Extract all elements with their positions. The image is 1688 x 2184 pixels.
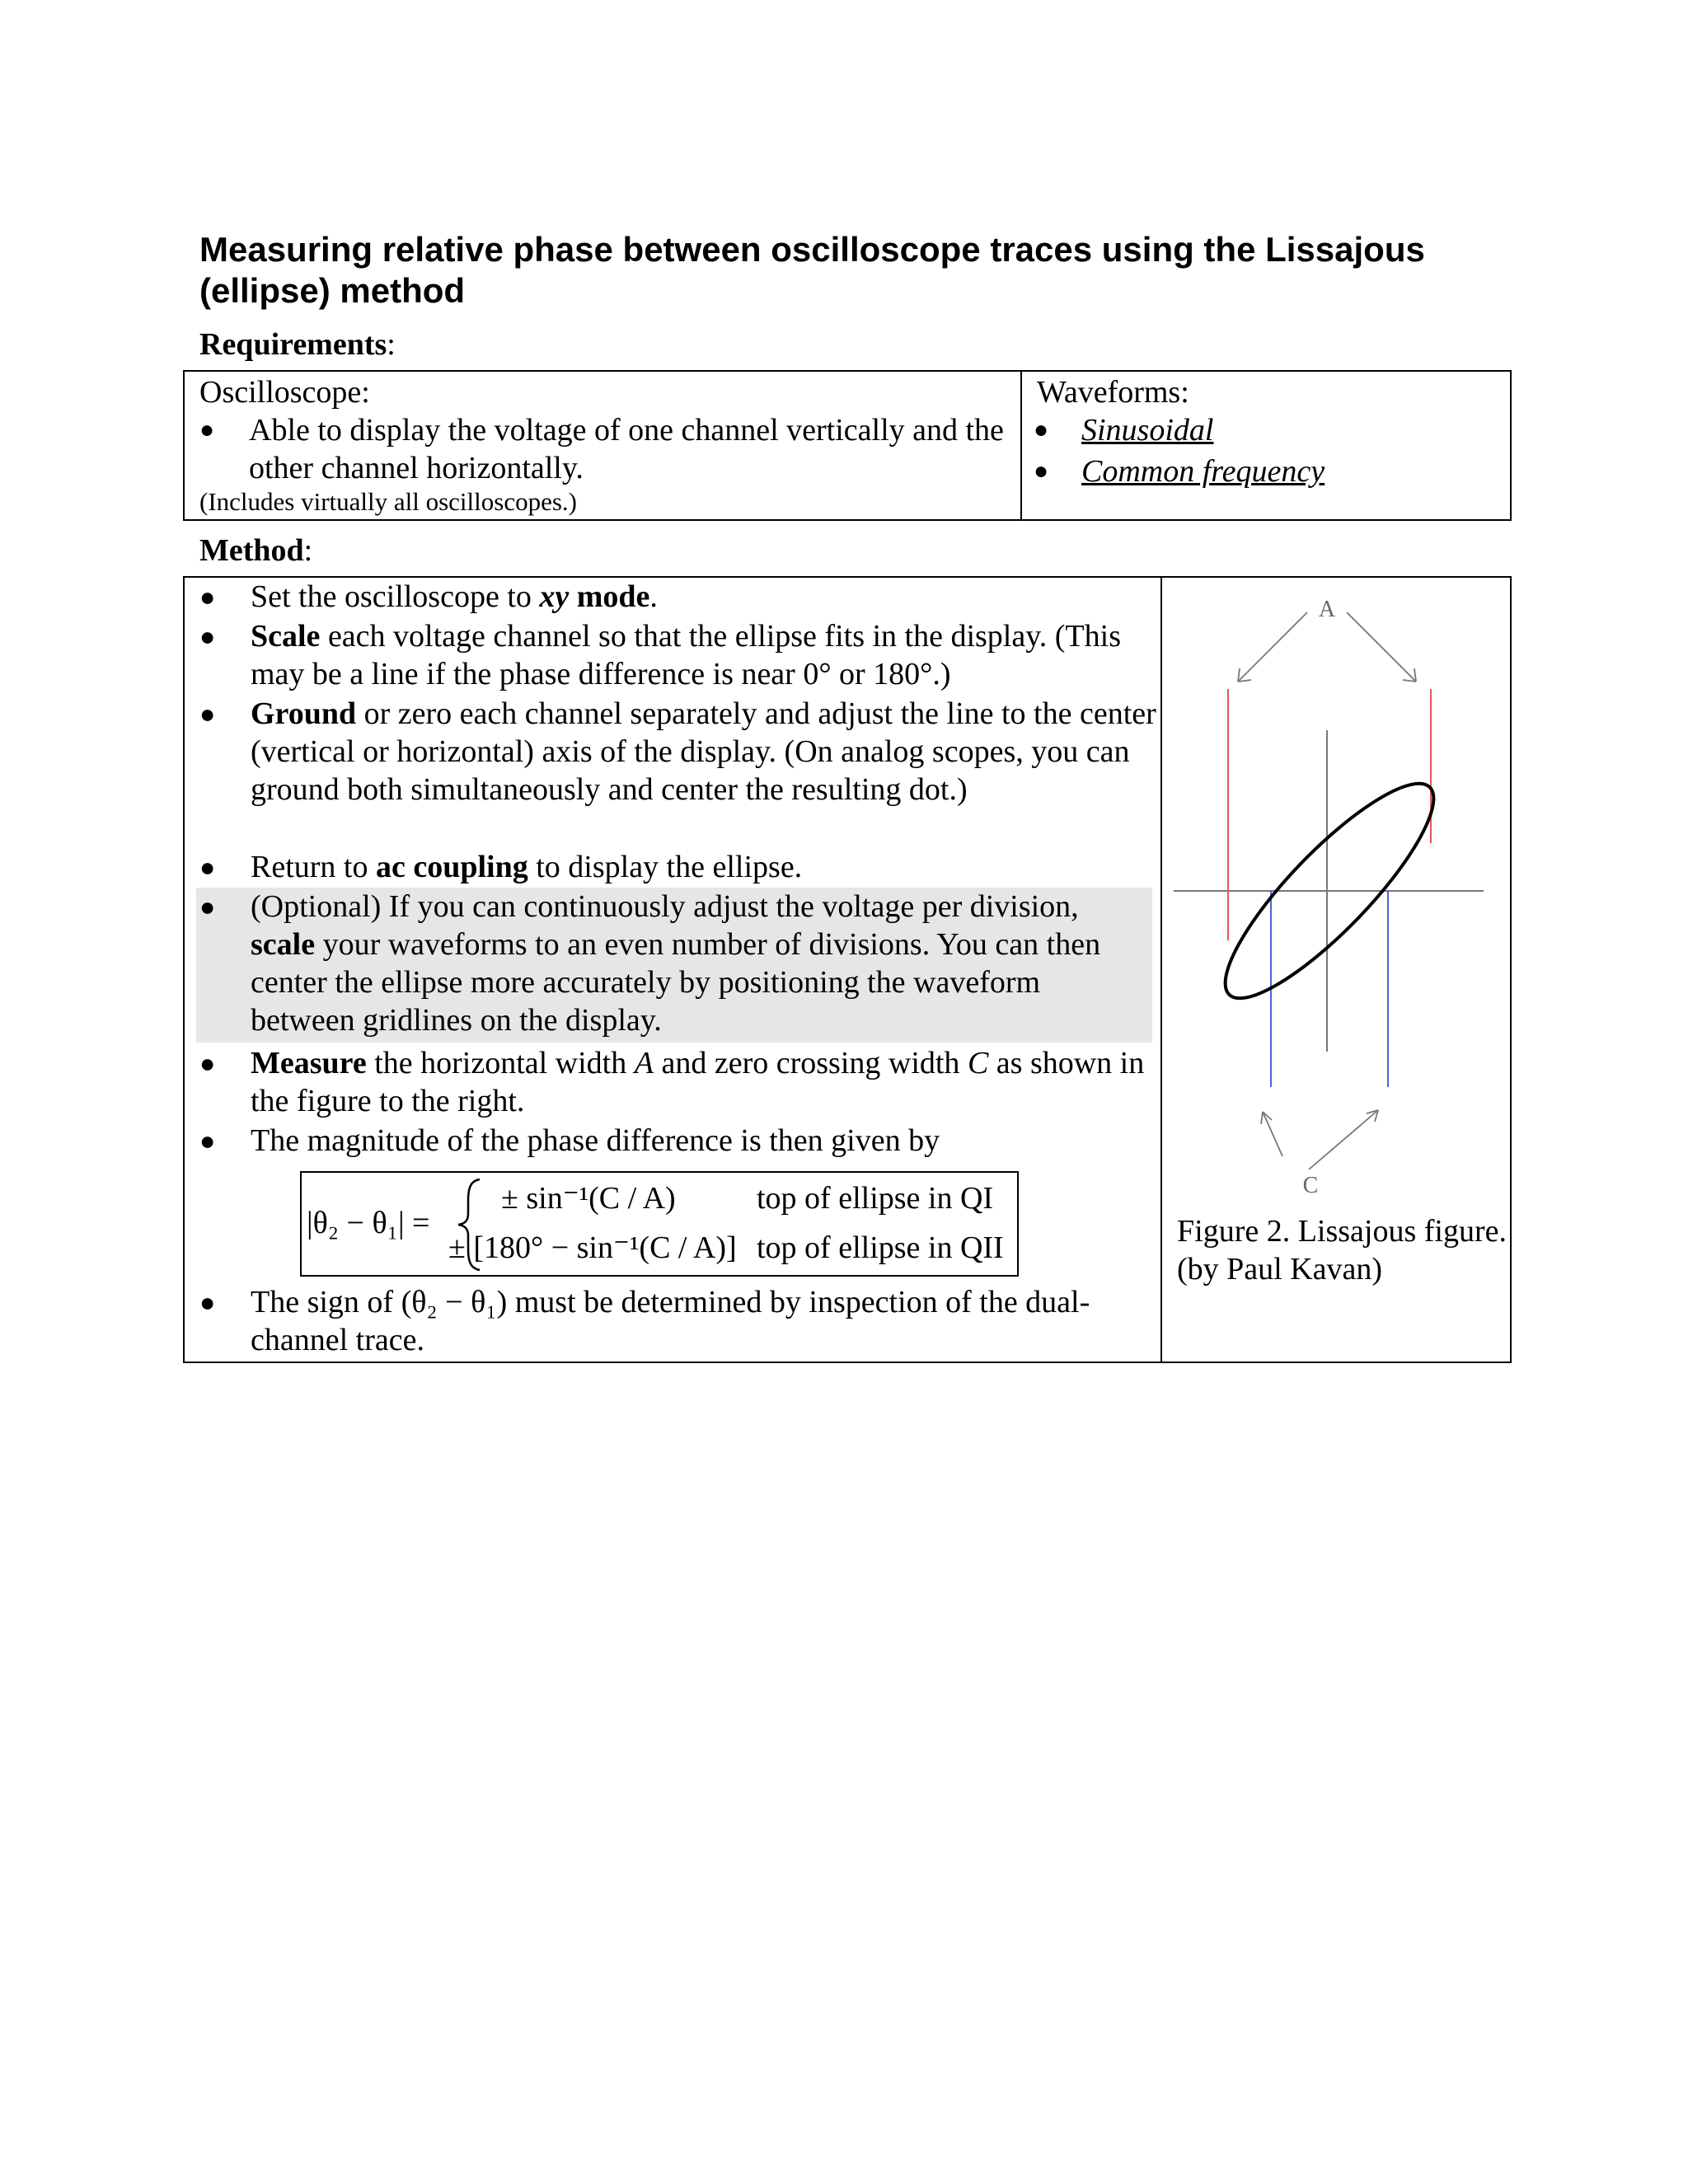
bullet-icon: ● bbox=[199, 1287, 216, 1317]
bullet-icon: ● bbox=[1034, 457, 1049, 485]
step-text-part: Set the oscilloscope to bbox=[251, 579, 540, 614]
arrow-c-left-icon bbox=[1263, 1112, 1282, 1156]
bullet-icon: ● bbox=[199, 1126, 216, 1155]
optional-step bbox=[196, 888, 1152, 1043]
waveforms-cell bbox=[1022, 372, 1510, 519]
label-c: C bbox=[1302, 1173, 1319, 1198]
bullet-icon: ● bbox=[199, 416, 215, 443]
bullet-icon: ● bbox=[199, 699, 216, 729]
method-heading: Method: bbox=[199, 533, 313, 568]
label-a: A bbox=[1318, 597, 1336, 622]
oscilloscope-label: Oscilloscope: bbox=[199, 375, 370, 410]
page-title: Measuring relative phase between oscilloscope traces using the Lissajous (ellipse) method bbox=[199, 230, 1425, 310]
requirements-table bbox=[183, 370, 1512, 521]
step-text-part: each voltage channel so that the ellipse fits in the display. (This may be a line if the phase difference is near 0° or 180°.) bbox=[251, 619, 1121, 691]
figure-caption: Figure 2. Lissajous figure. (by Paul Kavan) bbox=[1177, 1214, 1507, 1286]
step-text bbox=[251, 695, 1157, 808]
width-c-symbol: C bbox=[967, 1046, 989, 1080]
step-text: The magnitude of the phase difference is then given by bbox=[251, 1123, 940, 1158]
step-bold-term: Ground bbox=[251, 696, 357, 731]
width-a-symbol: A bbox=[634, 1046, 654, 1080]
arrow-c-right-icon bbox=[1309, 1110, 1378, 1169]
formula-case2-condition: top of ellipse in QII bbox=[757, 1230, 1004, 1265]
step-text bbox=[251, 578, 1157, 616]
step-text-part: your waveforms to an even number of divisions. You can then center the ellipse more accurately by positioning the waveform between gridlines on the display. bbox=[251, 927, 1101, 1038]
waveform-requirement-frequency: Common frequency bbox=[1081, 454, 1325, 489]
step-text-part: . bbox=[649, 579, 658, 614]
width-c-markers bbox=[1271, 891, 1388, 1087]
step-bold-term: Scale bbox=[251, 619, 321, 654]
oscilloscope-cell bbox=[185, 372, 1022, 519]
bullet-icon: ● bbox=[199, 852, 216, 882]
figure-cell bbox=[1162, 578, 1510, 1361]
step-bold-term: scale bbox=[251, 927, 316, 962]
formula-case1-condition: top of ellipse in QI bbox=[757, 1181, 994, 1216]
step-text bbox=[251, 848, 1157, 886]
step-text-part: as shown in the figure to the right. bbox=[251, 1046, 1145, 1118]
bullet-icon: ● bbox=[199, 1048, 216, 1078]
requirements-heading: Requirements: bbox=[199, 327, 396, 362]
step-bold-term: ac coupling bbox=[375, 850, 528, 884]
step-bold-term: mode bbox=[569, 579, 650, 614]
step-text-part: the horizontal width bbox=[366, 1046, 635, 1080]
step-bold-term: Measure bbox=[251, 1046, 367, 1080]
oscilloscope-note: (Includes virtually all oscilloscopes.) bbox=[199, 487, 577, 516]
formula-case1-expr: ± sin⁻¹(C / A) bbox=[501, 1181, 676, 1216]
bullet-icon: ● bbox=[199, 892, 216, 921]
xy-term: xy bbox=[539, 579, 570, 614]
arrow-a-left-icon bbox=[1238, 612, 1307, 682]
step-text bbox=[251, 617, 1157, 693]
step-text-part: (Optional) If you can continuously adjust the voltage per division, bbox=[251, 889, 1079, 924]
formula-lhs: |θ₂ − θ₁| = bbox=[307, 1206, 430, 1240]
formula-case2-expr: ± [180° − sin⁻¹(C / A)] bbox=[448, 1230, 737, 1265]
requirements-heading-text: Requirements bbox=[199, 327, 387, 362]
oscilloscope-requirement: Able to display the voltage of one channel vertically and the other channel horizontally. bbox=[249, 413, 1004, 485]
step-text-part: or zero each channel separately and adjust the line to the center (vertical or horizontal) axis of the display. (On analog scopes, you can ground both simultaneously and center the resulting dot.) bbox=[251, 696, 1156, 807]
bullet-icon: ● bbox=[199, 621, 216, 651]
waveform-requirement-sinusoidal: Sinusoidal bbox=[1081, 413, 1214, 448]
width-a-markers bbox=[1228, 689, 1431, 940]
display-axes bbox=[1174, 730, 1484, 1052]
method-steps-cell bbox=[185, 578, 1162, 1361]
step-text bbox=[251, 1283, 1157, 1359]
step-text-part: to display the ellipse. bbox=[528, 850, 803, 884]
step-text-part: Return to bbox=[251, 850, 376, 884]
step-text bbox=[251, 888, 1149, 1039]
waveforms-label: Waveforms: bbox=[1037, 375, 1189, 410]
method-table bbox=[183, 576, 1512, 1363]
method-heading-text: Method bbox=[199, 533, 304, 568]
phase-formula bbox=[300, 1171, 1019, 1277]
phase-difference-expr: (θ₂ − θ₁) bbox=[401, 1285, 508, 1319]
bullet-icon: ● bbox=[199, 582, 216, 612]
arrow-a-right-icon bbox=[1347, 612, 1416, 682]
step-text bbox=[251, 1044, 1157, 1120]
step-text-part: and zero crossing width bbox=[653, 1046, 968, 1080]
step-text-part: The sign of bbox=[251, 1285, 401, 1319]
step-text-part: must be determined by inspection of the dual-channel trace. bbox=[251, 1285, 1090, 1357]
bullet-icon: ● bbox=[1034, 416, 1049, 443]
